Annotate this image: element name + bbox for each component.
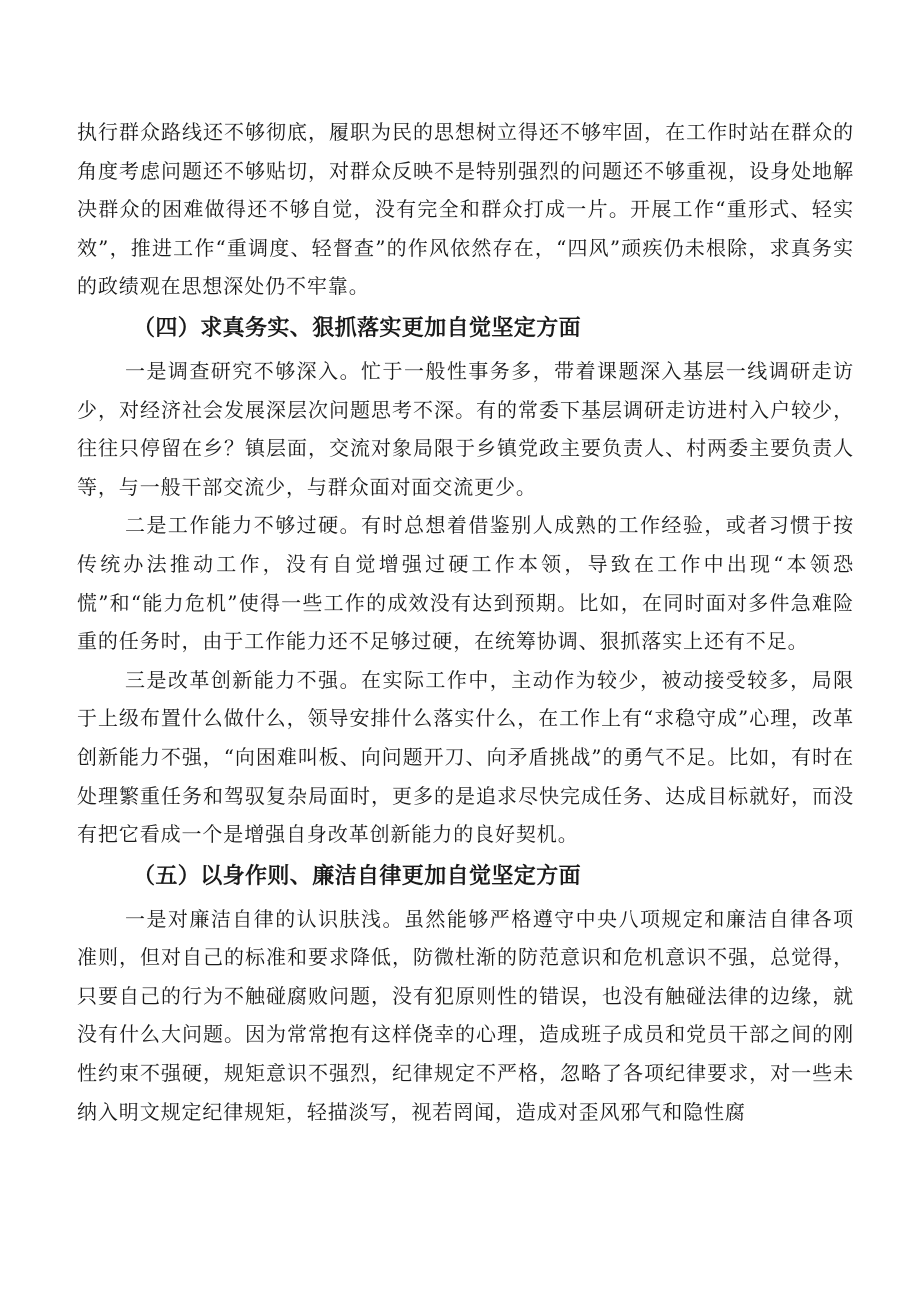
paragraph-mass-line: 执行群众路线还不够彻底，履职为民的思想树立得还不够牢固，在工作时站在群众的角度考虑问题还不够贴切，对群众反映不是特别强烈的问题还不够重视，设身处地解决群众的困难做得还不够自觉，没有完全和群众打成一片。开展工作“重形式、轻实效”，推进工作“重调度、轻督查”的作风依然存在，“四风”顽疾仍未根除，求真务实的政绩观在思想深处仍不牢靠。: [77, 120, 854, 299]
paragraph-integrity: 一是对廉洁自律的认识肤浅。虽然能够严格遵守中央八项规定和廉洁自律各项准则，但对自己的标准和要求降低，防微杜渐的防范意识和危机意识不强，总觉得，只要自己的行为不触碰腐败问题，没有犯原则性的错误，也没有触碰法律的边缘，就没有什么大问题。因为常常抱有这样侥幸的心理，造成班子成员和党员干部之间的刚性约束不强硬，规矩意识不强烈，纪律规定不严格，忽略了各项纪律要求，对一些未纳入明文规定纪律规矩，轻描淡写，视若罔闻，造成对歪风邪气和隐性腐: [77, 906, 854, 1124]
document-body: [77, 113, 854, 1131]
paragraph-work-ability: 二是工作能力不够过硬。有时总想着借鉴别人成熟的工作经验，或者习惯于按传统办法推动工作，没有自觉增强过硬工作本领，导致在工作中出现“本领恐慌”和“能力危机”使得一些工作的成效没有达到预期。比如，在同时面对多件急难险重的任务时，由于工作能力还不足够过硬，在统筹协调、狠抓落实上还有不足。: [77, 513, 854, 654]
paragraph-innovation: 三是改革创新能力不强。在实际工作中，主动作为较少，被动接受较多，局限于上级布置什么做什么，领导安排什么落实什么，在工作上有“求稳守成”心理，改革创新能力不强，“向困难叫板、向问题开刀、向矛盾挑战”的勇气不足。比如，有时在处理繁重任务和驾驭复杂局面时，更多的是追求尽快完成任务、达成目标就好，而没有把它看成一个是增强自身改革创新能力的良好契机。: [77, 667, 854, 847]
section-heading-five: （五）以身作则、廉洁自律更加自觉坚定方面: [133, 863, 582, 889]
section-heading-four: （四）求真务实、狠抓落实更加自觉坚定方面: [133, 315, 582, 341]
paragraph-research: 一是调查研究不够深入。忙于一般性事务多，带着课题深入基层一线调研走访少，对经济社会发展深层次问题思考不深。有的常委下基层调研走访进村入户较少，往往只停留在乡？镇层面，交流对象局限于乡镇党政主要负责人、村两委主要负责人等，与一般干部交流少，与群众面对面交流更少。: [77, 358, 854, 499]
